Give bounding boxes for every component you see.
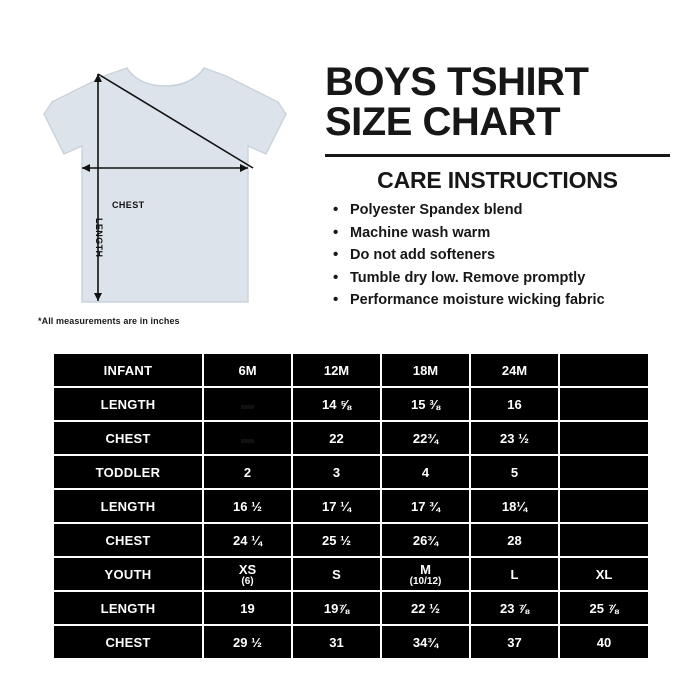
cell-value: 19 [203,591,292,625]
tshirt-illustration [34,52,304,322]
empty-dash-icon [241,405,254,409]
cell-value [203,421,292,455]
cell-value: 22 ½ [381,591,470,625]
cell-value: 17 ¼ [292,489,381,523]
cell-value: 22¾ [381,421,470,455]
cell-value: 23 ⅞ [470,591,559,625]
row-label-chest: CHEST [53,523,203,557]
cell-value: 14 ⅝ [292,387,381,421]
table-row [53,557,649,591]
top-section [0,0,700,340]
cell-empty [559,489,649,523]
measurement-footnote: *All measurements are in inches [38,316,180,326]
size-header [381,557,470,591]
cell-value: 25 ½ [292,523,381,557]
size-header-empty [559,353,649,387]
table-row [53,489,649,523]
table-row [53,387,649,421]
list-item: • Polyester Spandex blend [333,202,675,219]
page-title-line1: BOYS TSHIRT [325,60,589,104]
page-title-line2: SIZE CHART [325,100,560,144]
category-toddler: TODDLER [53,455,203,489]
size-header-empty [559,455,649,489]
size-header-sub: (6) [241,575,254,587]
size-header: 12M [292,353,381,387]
title-divider [325,154,670,157]
cell-value [203,387,292,421]
size-header-sub: (10/12) [409,575,442,587]
cell-value: 16 [470,387,559,421]
cell-empty [559,421,649,455]
cell-empty [559,523,649,557]
size-header: L [470,557,559,591]
table-row [53,591,649,625]
list-item: • Performance moisture wicking fabric [333,292,675,309]
cell-value: 34¾ [381,625,470,659]
cell-value: 16 ½ [203,489,292,523]
empty-dash-icon [241,439,254,443]
size-header: 5 [470,455,559,489]
size-header [203,557,292,591]
row-label-length: LENGTH [53,489,203,523]
row-label-length: LENGTH [53,387,203,421]
info-block [325,62,675,315]
tshirt-icon [34,52,304,322]
size-header: 6M [203,353,292,387]
cell-value: 37 [470,625,559,659]
size-header: 2 [203,455,292,489]
cell-value: 23 ½ [470,421,559,455]
size-header: XL [559,557,649,591]
cell-value: 18¼ [470,489,559,523]
category-youth: YOUTH [53,557,203,591]
row-label-length: LENGTH [53,591,203,625]
cell-value: 28 [470,523,559,557]
size-chart-table [52,352,650,660]
cell-value: 19⅞ [292,591,381,625]
table-row [53,625,649,659]
size-header: 24M [470,353,559,387]
category-infant: INFANT [53,353,203,387]
cell-value: 17 ¾ [381,489,470,523]
size-header-main: M [420,561,431,577]
size-header: 4 [381,455,470,489]
table-row [53,421,649,455]
list-item: • Machine wash warm [333,225,675,242]
cell-empty [559,387,649,421]
table-row [53,455,649,489]
cell-value: 25 ⅞ [559,591,649,625]
size-header-main: XS [238,561,257,577]
cell-value: 40 [559,625,649,659]
care-instructions-title: CARE INSTRUCTIONS [377,167,618,193]
list-item: • Tumble dry low. Remove promptly [333,270,675,287]
length-dimension-label: LENGTH [94,218,104,258]
row-label-chest: CHEST [53,625,203,659]
cell-value: 22 [292,421,381,455]
row-label-chest: CHEST [53,421,203,455]
cell-value: 29 ½ [203,625,292,659]
cell-value: 15 ⅜ [381,387,470,421]
table-row [53,353,649,387]
size-header: 3 [292,455,381,489]
cell-value: 24 ¼ [203,523,292,557]
table-row [53,523,649,557]
cell-value: 26¾ [381,523,470,557]
size-header: 18M [381,353,470,387]
list-item: • Do not add softeners [333,247,675,264]
chest-dimension-label: CHEST [112,200,145,210]
care-instructions-list [325,202,675,309]
size-header: S [292,557,381,591]
cell-value: 31 [292,625,381,659]
